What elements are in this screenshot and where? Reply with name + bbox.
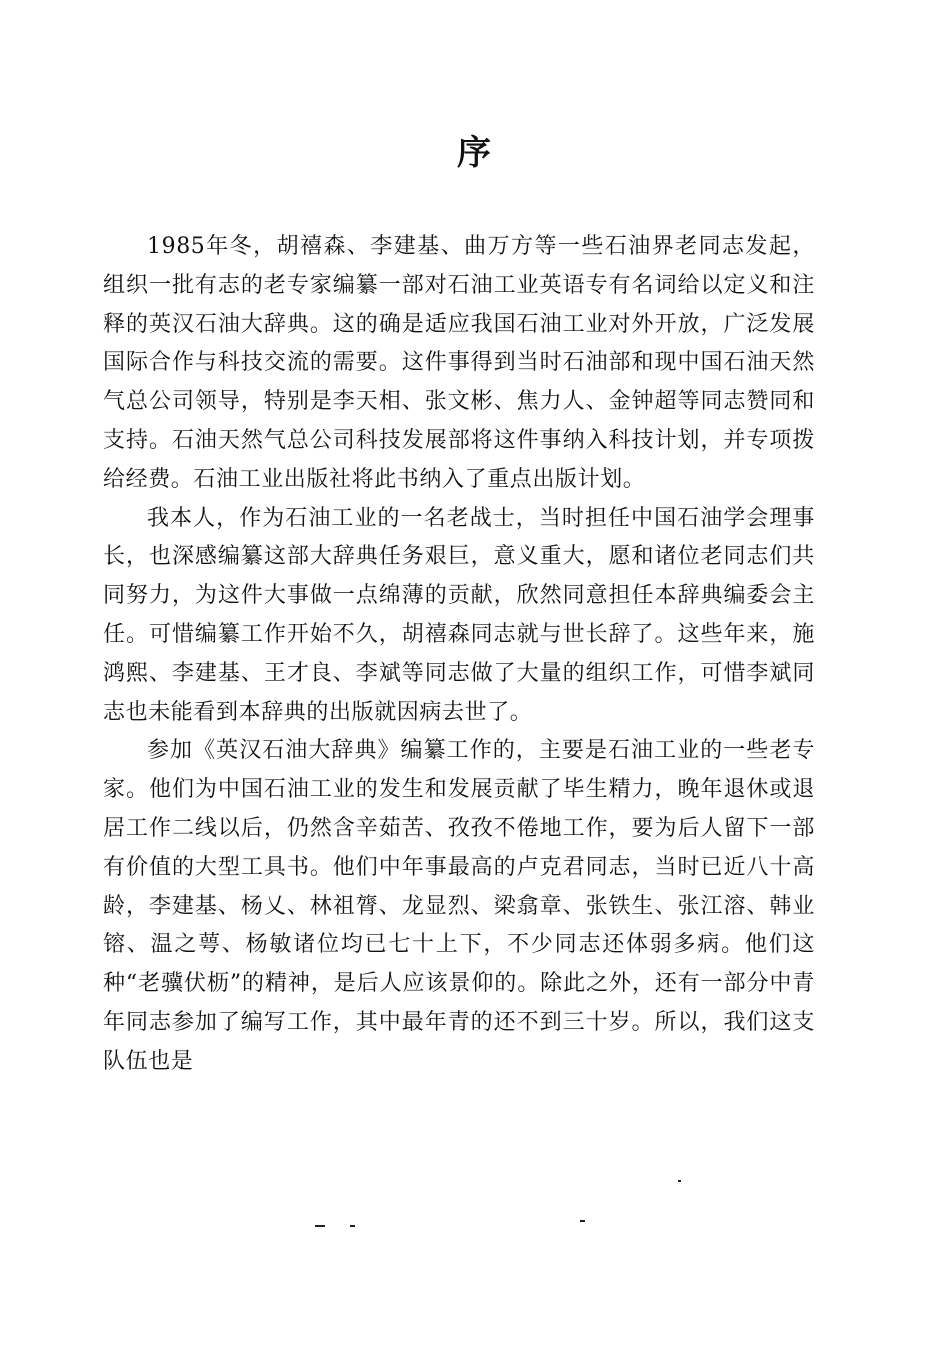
preface-body bbox=[103, 228, 815, 1082]
paragraph-2: 我本人，作为石油工业的一名老战士，当时担任中国石油学会理事长，也深感编纂这部大辞典任务艰巨，意义重大，愿和诸位老同志们共同努力，为这件大事做一点绵薄的贡献，欣然同意担任本辞典编委会主任。可惜编纂工作开始不久，胡禧森同志就与世长辞了。这些年来，施鸿熙、李建基、王才良、李斌等同志做了大量的组织工作，可惜李斌同志也未能看到本辞典的出版就因病去世了。 bbox=[103, 505, 815, 725]
preface-title: 序 bbox=[457, 133, 493, 173]
paragraph-1: 1985年冬，胡禧森、李建基、曲万方等一些石油界老同志发起，组织一批有志的老专家编纂一部对石油工业英语专有名词给以定义和注释的英汉石油大辞典。这的确是适应我国石油工业对外开放，广泛发展国际合作与科技交流的需要。这件事得到当时石油部和现中国石油天然气总公司领导，特别是李天相、张文彬、焦力人、金钟超等同志赞同和支持。石油天然气总公司科技发展部将这件事纳入科技计划，并专项拨给经费。石油工业出版社将此书纳入了重点出版计划。 bbox=[103, 234, 815, 492]
scan-speck bbox=[678, 1180, 681, 1182]
scan-speck bbox=[350, 1225, 355, 1227]
scan-speck bbox=[315, 1225, 325, 1227]
scan-speck bbox=[580, 1220, 585, 1222]
paragraph-3: 参加《英汉石油大辞典》编纂工作的，主要是石油工业的一些老专家。他们为中国石油工业的发生和发展贡献了毕生精力，晚年退休或退居工作二线以后，仍然含辛茹苦、孜孜不倦地工作，要为后人留下一部有价值的大型工具书。他们中年事最高的卢克君同志，当时已近八十高龄，李建基、杨乂、林祖膂、龙显烈、梁翕章、张铁生、张江溶、韩业镕、温之萼、杨敏诸位均已七十上下，不少同志还体弱多病。他们这种“老骥伏枥”的精神，是后人应该景仰的。除此之外，还有一部分中青年同志参加了编写工作，其中最年青的还不到三十岁。所以，我们这支队伍也是 bbox=[103, 738, 815, 1074]
